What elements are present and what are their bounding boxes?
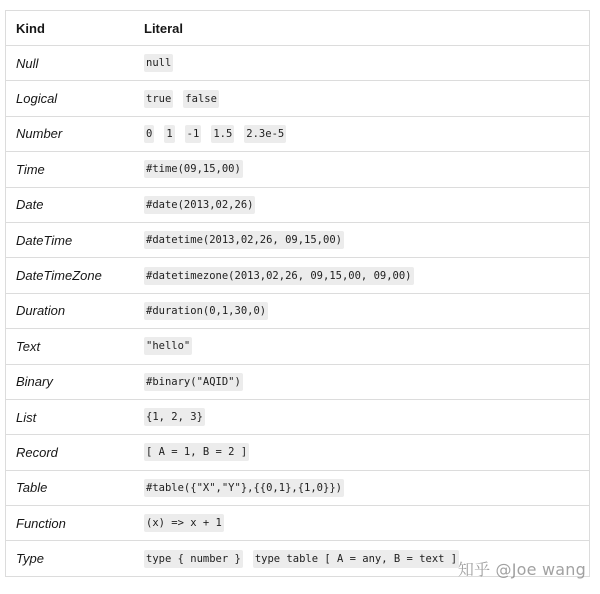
table-row [6,188,589,223]
literal-cell [140,302,589,320]
literal-code: "hello" [144,337,192,355]
literal-code: true [144,90,173,108]
kind-cell: List [16,409,37,425]
literal-cell [140,125,589,143]
table-row [6,400,589,435]
literal-cell [140,337,589,355]
literal-code: type table [ A = any, B = text ] [253,550,459,568]
kind-cell: Text [16,338,41,354]
header-kind: Kind [16,20,45,36]
literal-cell [140,90,589,108]
literal-code: #datetimezone(2013,02,26, 09,15,00, 09,00) [144,267,414,285]
literal-kinds-table [5,10,590,577]
kind-cell: Duration [16,303,66,319]
table-row [6,117,589,152]
table-row [6,471,589,506]
kind-cell: Time [16,161,45,177]
literal-code: 1 [164,125,174,143]
header-literal: Literal [144,20,184,36]
kind-cell: DateTime [16,232,73,248]
kind-cell: Binary [16,374,53,390]
kind-cell: DateTimeZone [16,268,102,284]
table-row [6,435,589,470]
table-row [6,329,589,364]
literal-cell [140,54,589,72]
table-header-row [6,11,589,46]
literal-code: #duration(0,1,30,0) [144,302,268,320]
table-row [6,223,589,258]
table-row [6,46,589,81]
literal-cell [140,408,589,426]
kind-cell: Number [16,126,63,142]
literal-code: 0 [144,125,154,143]
literal-cell [140,160,589,178]
literal-cell [140,373,589,391]
literal-code: -1 [185,125,202,143]
literal-code: (x) => x + 1 [144,514,224,532]
kind-cell: Date [16,197,44,213]
watermark: 知乎 @Joe wang [457,560,586,579]
table-row [6,365,589,400]
table-row [6,152,589,187]
kind-cell: Record [16,444,58,460]
literal-code: type { number } [144,550,243,568]
literal-code: #date(2013,02,26) [144,196,255,214]
literal-cell [140,196,589,214]
literal-code: #datetime(2013,02,26, 09,15,00) [144,231,344,249]
kind-cell: Logical [16,91,58,107]
table-row [6,294,589,329]
literal-code: 1.5 [211,125,234,143]
literal-cell [140,443,589,461]
literal-cell [140,514,589,532]
table-row [6,81,589,116]
literal-code: 2.3e-5 [244,125,286,143]
kind-cell: Function [16,515,66,531]
literal-code: #table({"X","Y"},{{0,1},{1,0}}) [144,479,344,497]
literal-code: null [144,54,173,72]
literal-code: #time(09,15,00) [144,160,243,178]
literal-code: #binary("AQID") [144,373,243,391]
table-row [6,506,589,541]
table-body [6,46,589,577]
kind-cell: Type [16,551,44,567]
literal-code: [ A = 1, B = 2 ] [144,443,249,461]
literal-code: {1, 2, 3} [144,408,205,426]
kind-cell: Table [16,480,48,496]
table-row [6,258,589,293]
literal-cell [140,231,589,249]
literal-cell [140,267,589,285]
kind-cell: Null [16,55,39,71]
literal-code: false [183,90,219,108]
literal-cell [140,479,589,497]
